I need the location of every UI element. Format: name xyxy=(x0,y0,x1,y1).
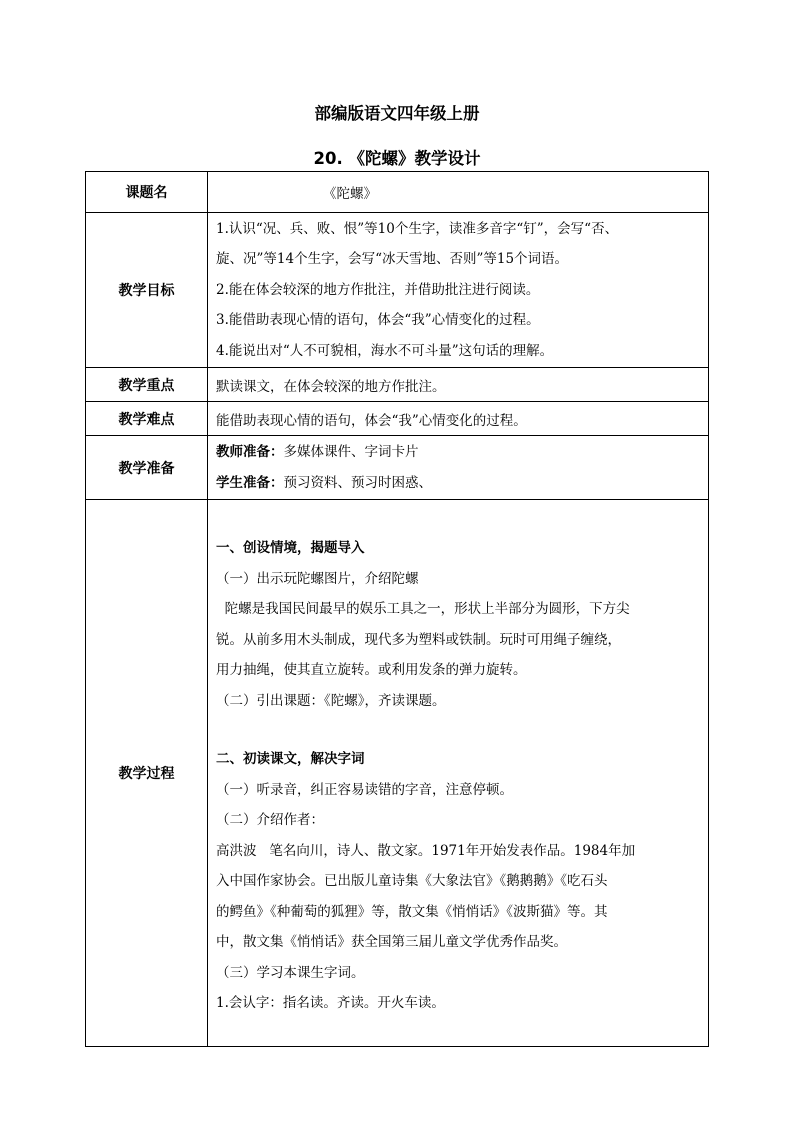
author-line: 高洪波 笔名向川，诗人、散文家。1971年开始发表作品。1984年加 xyxy=(216,842,636,859)
author-line: 中，散文集《悄悄话》获全国第三届儿童文学优秀作品奖。 xyxy=(216,934,567,950)
row-teaching-process xyxy=(86,500,709,1047)
section-1-title: 一、创设情境，揭题导入 xyxy=(216,540,365,556)
process-line: （一）听录音，纠正容易读错的字音，注意停顿。 xyxy=(216,781,513,798)
document-subtitle: 20. 《陀螺》教学设计 xyxy=(313,149,481,168)
label-lesson-name: 课题名 xyxy=(86,172,208,213)
goal-line: 旋、况”等14个生字，会写“冰天雪地、否则”等15个词语。 xyxy=(216,251,569,268)
label-teaching-goals: 教学目标 xyxy=(86,213,208,368)
process-line: （三）学习本课生字词。 xyxy=(216,964,365,981)
section-2-title: 二、初读课文，解决字词 xyxy=(216,751,365,767)
goal-line: 3.能借助表现心情的语句，体会“我”心情变化的过程。 xyxy=(216,312,540,329)
row-preparation xyxy=(86,436,709,500)
row-key-points xyxy=(86,368,709,402)
value-preparation xyxy=(208,436,709,500)
process-line: 陀螺是我国民间最早的娱乐工具之一，形状上半部分为圆形，下方尖 xyxy=(216,601,630,617)
student-prep-lead: 学生准备： xyxy=(216,474,284,491)
student-prep xyxy=(216,468,700,499)
value-teaching-process xyxy=(208,500,709,1047)
label-teaching-process: 教学过程 xyxy=(86,500,208,1047)
process-line: 锐。从前多用木头制成，现代多为塑料或铁制。玩时可用绳子缠绕， xyxy=(216,631,621,648)
author-line: 入中国作家协会。已出版儿童诗集《大象法官》《鹅鹅鹅》《吃石头 xyxy=(216,873,608,889)
goal-line: 4.能说出对“人不可貌相，海水不可斗量”这句话的理解。 xyxy=(216,342,554,359)
spacer xyxy=(216,716,700,744)
value-difficulties: 能借助表现心情的语句，体会“我”心情变化的过程。 xyxy=(208,402,709,436)
process-line: （二）介绍作者： xyxy=(216,812,324,828)
goal-line: 2.能在体会较深的地方作批注，并借助批注进行阅读。 xyxy=(216,281,540,298)
process-line: 1.会认字：指名读。齐读。开火车读。 xyxy=(216,995,445,1011)
teacher-prep-text: 多媒体课件、字词卡片 xyxy=(283,444,419,460)
process-line: （一）出示玩陀螺图片，介绍陀螺 xyxy=(216,570,419,587)
label-key-points: 教学重点 xyxy=(86,368,208,402)
row-teaching-goals xyxy=(86,213,709,368)
value-key-points: 默读课文，在体会较深的地方作批注。 xyxy=(208,368,709,402)
label-preparation: 教学准备 xyxy=(86,436,208,500)
teacher-prep-lead: 教师准备： xyxy=(216,444,284,460)
process-line: 用力抽绳，使其直立旋转。或利用发条的弹力旋转。 xyxy=(216,662,527,678)
lesson-plan-table xyxy=(85,171,709,1047)
label-difficulties: 教学难点 xyxy=(86,402,208,436)
goal-line: 1.认识“况、兵、败、恨”等10个生字，读准多音字“钉”，会写“否、 xyxy=(216,220,619,237)
row-lesson-name xyxy=(86,172,709,213)
document-title: 部编版语文四年级上册 xyxy=(314,104,480,123)
student-prep-text: 预习资料、预习时困惑、 xyxy=(283,474,432,491)
row-difficulties xyxy=(86,402,709,436)
teacher-prep xyxy=(216,437,700,468)
value-lesson-name: 《陀螺》 xyxy=(208,172,709,213)
value-teaching-goals xyxy=(208,213,709,368)
author-line: 的鳄鱼》《种葡萄的狐狸》等，散文集《悄悄话》《波斯猫》等。其 xyxy=(216,903,608,920)
process-line: （二）引出课题：《陀螺》，齐读课题。 xyxy=(216,692,446,709)
